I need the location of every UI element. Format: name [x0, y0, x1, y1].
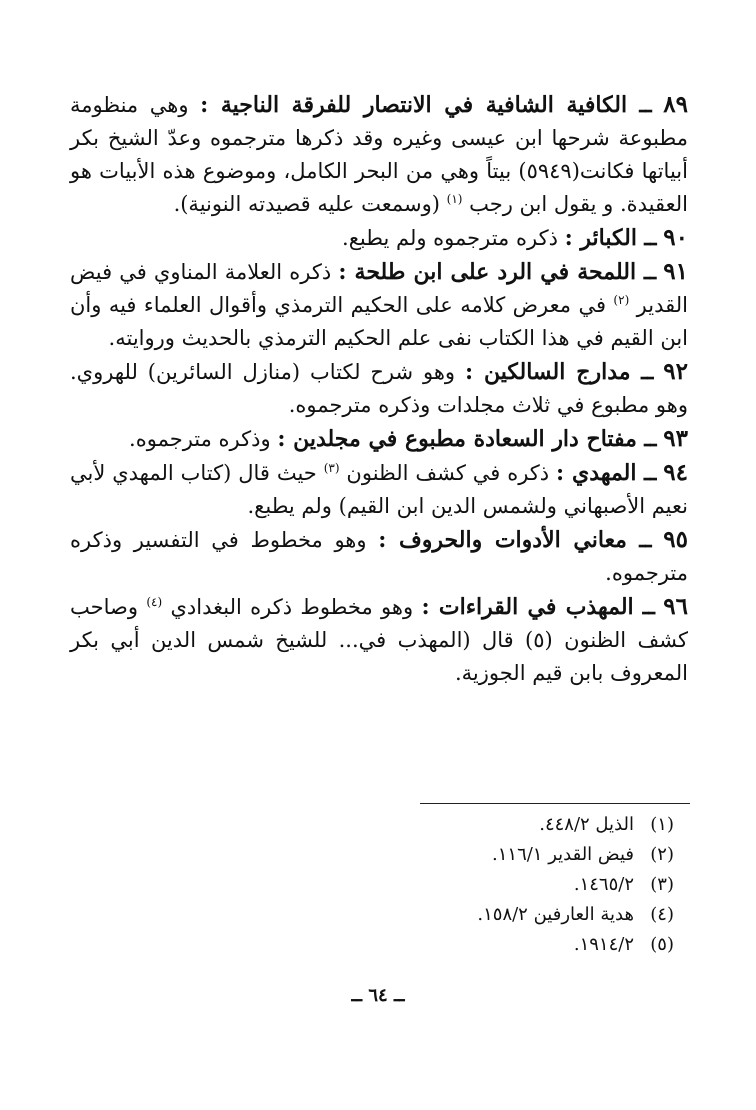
entry-number: ٩٠: [663, 224, 688, 251]
entry-title: اللمحة في الرد على ابن طلحة :: [338, 259, 637, 285]
entry-text: وذكره مترجموه.: [129, 427, 271, 451]
footnote-4: (٤) هدية العارفين ١٥٨/٢.: [477, 904, 674, 925]
entry-title: مفتاح دار السعادة مطبوع في مجلدين :: [277, 426, 637, 452]
footnote-ref[interactable]: (٤): [146, 595, 163, 609]
entry-number: ٩١: [663, 258, 688, 285]
footnote-ref[interactable]: (١): [446, 192, 463, 206]
entry-text-cont: (وسمعت عليه قصيدته النونية).: [173, 192, 440, 216]
entry-number: ٩٣: [663, 425, 688, 452]
entry-text-cont: حيث قال (كتاب المهدي لأبي نعيم الأصبهاني ولشمس الدين ابن القيم) ولم يطبع.: [70, 461, 688, 518]
footnote-3: (٣) ١٤٦٥/٢.: [573, 874, 674, 895]
entry-text: ذكره العلامة المناوي في فيض القدير: [70, 260, 688, 317]
footnote-ref[interactable]: (٢): [613, 293, 630, 307]
entry-title: الكافية الشافية في الانتصار للفرقة الناجية :: [200, 92, 628, 118]
footnote-2: (٢) فيض القدير ١١٦/١.: [492, 844, 674, 865]
entry-title: المهذب في القراءات :: [421, 594, 634, 620]
entry-text: ذكره في كشف الظنون: [346, 461, 550, 485]
footnotes: [80, 810, 674, 960]
entry-text: وهو مخطوط في التفسير وذكره مترجموه.: [70, 528, 688, 585]
page-number: ــ ٦٤ ــ: [351, 985, 405, 1006]
entry-text: وهي منظومة مطبوعة شرحها ابن عيسى وغيره وقد ذكرها مترجموه وعدّ الشيخ بكر أبياتها فكانت(٥٩٤٩) بيتاً وهي من البحر الكامل، وموضوع هذه الأبيات هو العقيدة. و يقول ابن رجب: [70, 93, 688, 216]
footnote-ref[interactable]: (٣): [323, 461, 340, 475]
entry-92: ٩٢ ــ مدارج السالكين : وهو شرح لكتاب (منازل السائرين) للهروي. وهو مطبوع في ثلاث مجلدات وذكره مترجموه.: [70, 358, 688, 417]
main-text: [70, 88, 688, 690]
entry-text-cont: وصاحب كشف الظنون (٥) قال (المهذب في... للشيخ شمس الدين أبي بكر المعروف بابن قيم الجوزية.: [70, 595, 688, 685]
entry-title: معاني الأدوات والحروف :: [378, 527, 627, 553]
entry-number: ٩٦: [663, 593, 688, 620]
entry-number: ٩٤: [663, 459, 688, 486]
entry-number: ٩٢: [663, 358, 688, 385]
footnote-divider: [420, 803, 690, 804]
entry-number: ٩٥: [663, 526, 688, 553]
entry-93: ٩٣ ــ مفتاح دار السعادة مطبوع في مجلدين : وذكره مترجموه.: [129, 425, 688, 452]
entry-text: وهو مخطوط ذكره البغدادي: [170, 595, 414, 619]
entry-89: ٨٩ ــ الكافية الشافية في الانتصار للفرقة الناجية : وهي منظومة مطبوعة شرحها ابن عيسى وغيره وقد ذكرها مترجموه وعدّ الشيخ بكر أبياتها فكانت(٥٩٤٩) بيتاً وهي من البحر الكامل، وموضوع هذه الأبيات هو العقيدة. و يقول ابن رجب $^{(١)}$ (وسمعت عليه قصيدته النونية).: [70, 91, 688, 216]
entry-91: ٩١ ــ اللمحة في الرد على ابن طلحة : ذكره العلامة المناوي في فيض القدير $^{(٢)}$ في معرض كلامه على الحكيم الترمذي وأقوال العلماء فيه وأن ابن القيم في هذا الكتاب نفى علم الحكيم الترمذي بالحديث وروايته.: [70, 258, 688, 350]
entry-text: وهو شرح لكتاب (منازل السائرين) للهروي. وهو مطبوع في ثلاث مجلدات وذكره مترجموه.: [70, 360, 688, 417]
entry-95: ٩٥ ــ معاني الأدوات والحروف : وهو مخطوط في التفسير وذكره مترجموه.: [70, 526, 688, 585]
entry-title: مدارج السالكين :: [464, 359, 631, 385]
entry-96: ٩٦ ــ المهذب في القراءات : وهو مخطوط ذكره البغدادي $^{(٤)}$ وصاحب كشف الظنون (٥) قال (المهذب في... للشيخ شمس الدين أبي بكر المعروف بابن قيم الجوزية.: [70, 593, 688, 685]
entry-90: ٩٠ ــ الكبائر : ذكره مترجموه ولم يطبع.: [342, 224, 688, 251]
entry-title: الكبائر :: [564, 225, 637, 251]
entry-94: ٩٤ ــ المهدي : ذكره في كشف الظنون $^{(٣)}$ حيث قال (كتاب المهدي لأبي نعيم الأصبهاني ولشمس الدين ابن القيم) ولم يطبع.: [70, 459, 688, 518]
entry-text: ذكره مترجموه ولم يطبع.: [342, 226, 558, 250]
footnote-1: (١) الذيل ٤٤٨/٢.: [539, 814, 674, 835]
entry-text-cont: في معرض كلامه على الحكيم الترمذي وأقوال العلماء فيه وأن ابن القيم في هذا الكتاب نفى علم الحكيم الترمذي بالحديث وروايته.: [70, 293, 688, 350]
entry-title: المهدي :: [556, 460, 637, 486]
footnote-5: (٥) ١٩١٤/٢.: [573, 934, 674, 955]
entry-number: ٨٩: [663, 91, 688, 118]
